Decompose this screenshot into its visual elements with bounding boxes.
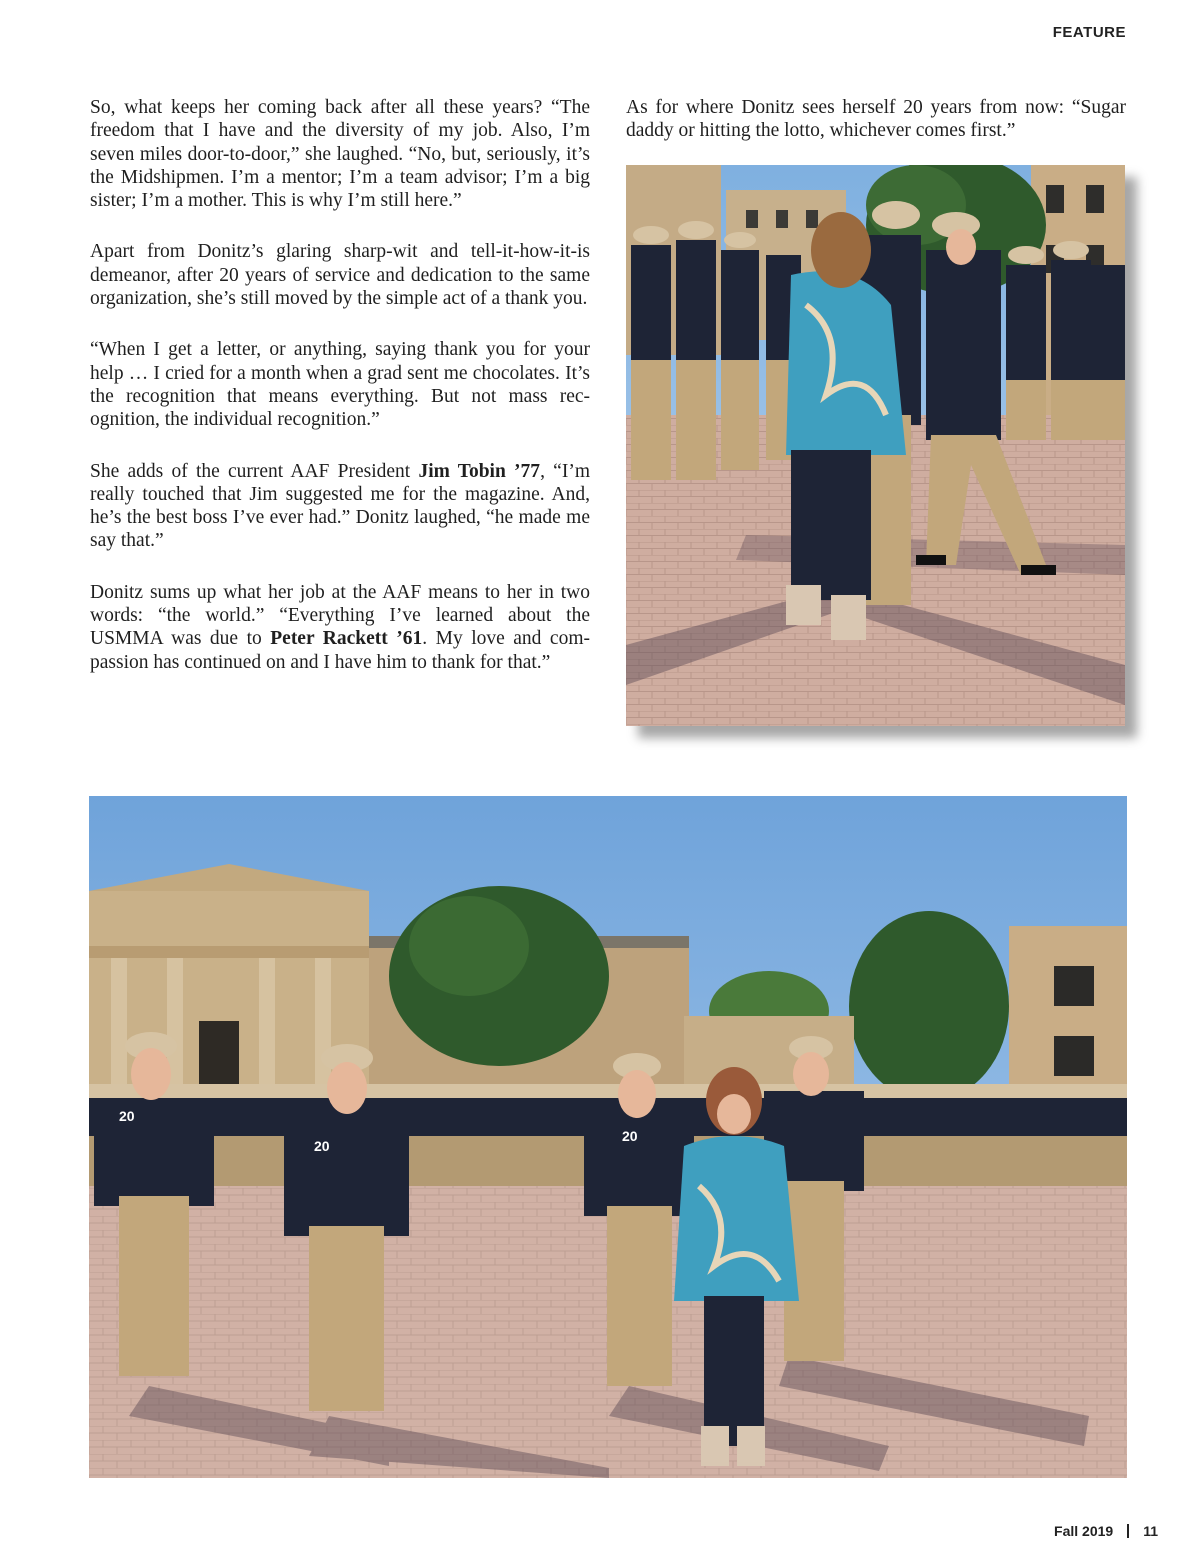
issue-label: Fall 2019	[1054, 1523, 1114, 1539]
photo-hug	[626, 165, 1125, 726]
photo-group	[89, 796, 1127, 1478]
footer-divider	[1127, 1524, 1129, 1538]
svg-text:20: 20	[314, 1138, 330, 1154]
paragraph-3: “When I get a letter, or anything, saying thank you for your help … I cried for a month when a grad sent me chocolates. It’s the recognition that means everything. But not mass rec-ognition, the individual recognition.”	[90, 339, 590, 431]
paragraph-1: So, what keeps her coming back after all these years? “The freedom that I have and the diversity of my job. Also, I’m seven miles door-to-door,” she laughed. “No, but, seriously, it’s the Midshipmen. I’m a mentor; I’m a team advisor; I’m a big sister; I’m a mother. This is why I’m still here.”	[90, 97, 590, 212]
article-left-column	[90, 96, 590, 702]
page-footer	[1054, 1523, 1158, 1539]
photo-group-illustration	[89, 796, 1127, 1478]
name-peter-rackett: Peter Rackett ’61	[270, 628, 423, 650]
article-right-column	[626, 96, 1126, 171]
photo-hug-illustration	[626, 165, 1125, 726]
section-label: FEATURE	[1052, 24, 1126, 41]
paragraph-2: Apart from Donitz’s glaring sharp-wit and tell-it-how-it-is demeanor, after 20 years of service and dedication to the same organization, she’s still moved by the simple act of a thank you.	[90, 241, 590, 310]
page-number: 11	[1143, 1523, 1158, 1539]
p5-text-start: Donitz sums up what her job at the AAF means to her in two words: “the world.” “Everything I’ve learned about the USMMA was due to	[90, 581, 590, 650]
p5-text-end: . My love and com-passion has continued on and I have him to thank for that.”	[90, 628, 590, 673]
p4-text-end: , “I’m really touched that Jim suggested me for the magazine. And, he’s the best boss I’ve ever had.” Donitz laughed, “he made me say that.”	[90, 460, 590, 552]
paragraph-4	[90, 460, 590, 553]
paragraph-5	[90, 581, 590, 674]
p4-text-start: She adds of the current AAF President	[90, 460, 419, 482]
paragraph-right-1: As for where Donitz sees herself 20 years from now: “Sugar daddy or hitting the lotto, whichever comes first.”	[626, 97, 1126, 142]
svg-text:20: 20	[119, 1108, 135, 1124]
svg-text:20: 20	[622, 1128, 638, 1144]
name-jim-tobin: Jim Tobin ’77	[418, 460, 541, 482]
